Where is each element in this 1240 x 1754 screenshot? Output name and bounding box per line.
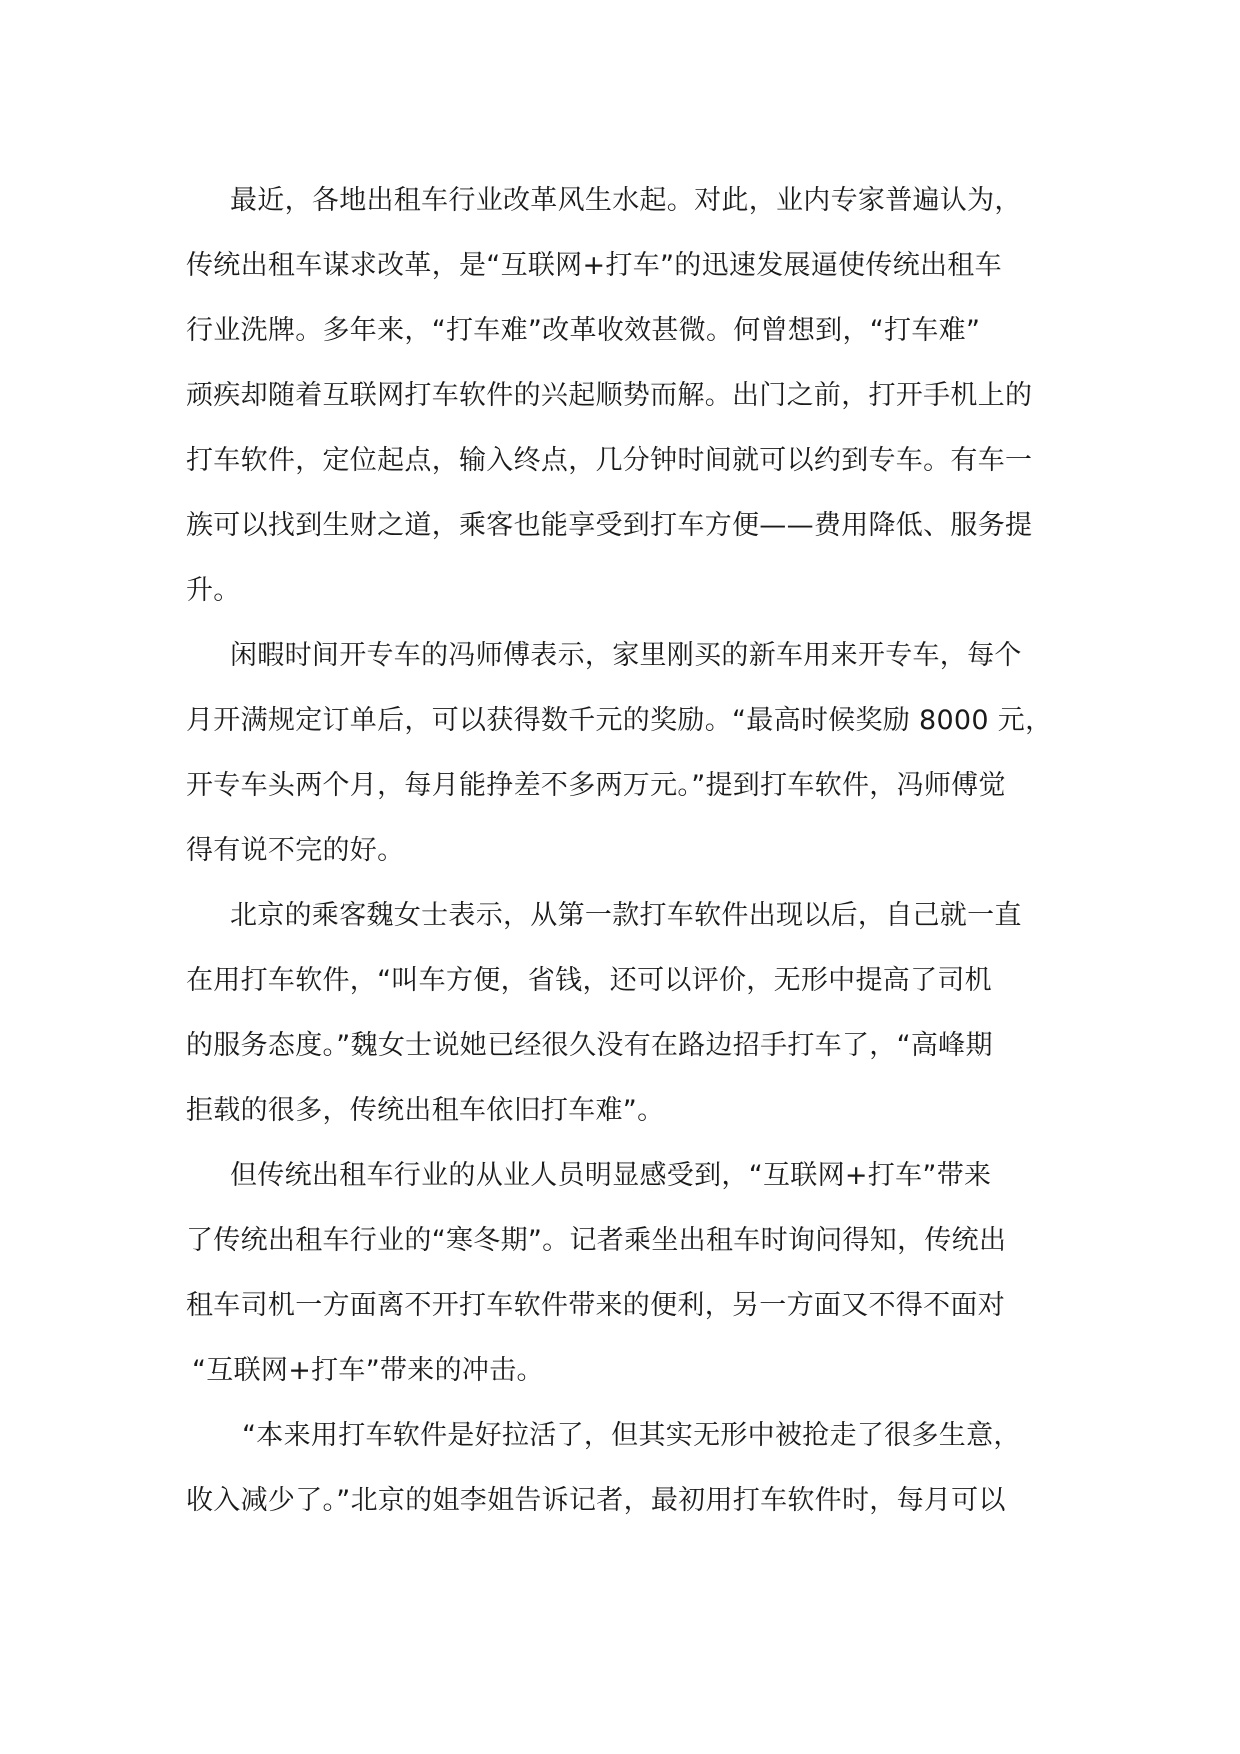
text-line: 北京的乘客魏女士表示，从第一款打车软件出现以后，自己就一直 xyxy=(230,900,1022,931)
text-line: 升。 xyxy=(186,575,241,606)
text-line: 的服务态度。”魏女士说她已经很久没有在路边招手打车了，“高峰期 xyxy=(186,1030,993,1061)
text-line: “互联网+打车”带来的冲击。 xyxy=(192,1355,544,1386)
text-line: 收入减少了。”北京的姐李姐告诉记者，最初用打车软件时，每月可以 xyxy=(186,1485,1006,1516)
text-line: 最近，各地出租车行业改革风生水起。对此，业内专家普遍认为， xyxy=(230,185,1022,216)
paragraph-4 xyxy=(186,1143,1066,1403)
text-line: 顽疾却随着互联网打车软件的兴起顺势而解。出门之前，打开手机上的 xyxy=(186,380,1033,411)
text-line: 在用打车软件，“叫车方便，省钱，还可以评价，无形中提高了司机 xyxy=(186,965,992,996)
paragraph-5 xyxy=(186,1403,1066,1533)
text-line: 打车软件，定位起点，输入终点，几分钟时间就可以约到专车。有车一 xyxy=(186,445,1033,476)
paragraph-1 xyxy=(186,168,1066,623)
article-body xyxy=(186,168,1066,1533)
text-line: 行业洗牌。多年来，“打车难”改革收效甚微。何曾想到，“打车难” xyxy=(186,315,981,346)
text-line: 月开满规定订单后，可以获得数千元的奖励。“最高时候奖励 8000 元， xyxy=(186,705,1053,736)
text-line: 拒载的很多，传统出租车依旧打车难”。 xyxy=(186,1095,665,1126)
paragraph-2 xyxy=(186,623,1066,883)
text-line: 闲暇时间开专车的冯师傅表示，家里刚买的新车用来开专车，每个 xyxy=(230,640,1022,671)
text-line: 得有说不完的好。 xyxy=(186,835,405,866)
text-line: “本来用打车软件是好拉活了，但其实无形中被抢走了很多生意， xyxy=(242,1420,1021,1451)
text-line: 但传统出租车行业的从业人员明显感受到，“互联网+打车”带来 xyxy=(230,1160,992,1191)
text-line: 开专车头两个月，每月能挣差不多两万元。”提到打车软件，冯师傅觉 xyxy=(186,770,1006,801)
text-line: 传统出租车谋求改革，是“互联网+打车”的迅速发展逼使传统出租车 xyxy=(186,250,1002,281)
paragraph-3 xyxy=(186,883,1066,1143)
text-line: 租车司机一方面离不开打车软件带来的便利，另一方面又不得不面对 xyxy=(186,1290,1005,1321)
text-line: 族可以找到生财之道，乘客也能享受到打车方便——费用降低、服务提 xyxy=(186,510,1033,541)
text-line: 了传统出租车行业的“寒冬期”。记者乘坐出租车时询问得知，传统出 xyxy=(186,1225,1007,1256)
